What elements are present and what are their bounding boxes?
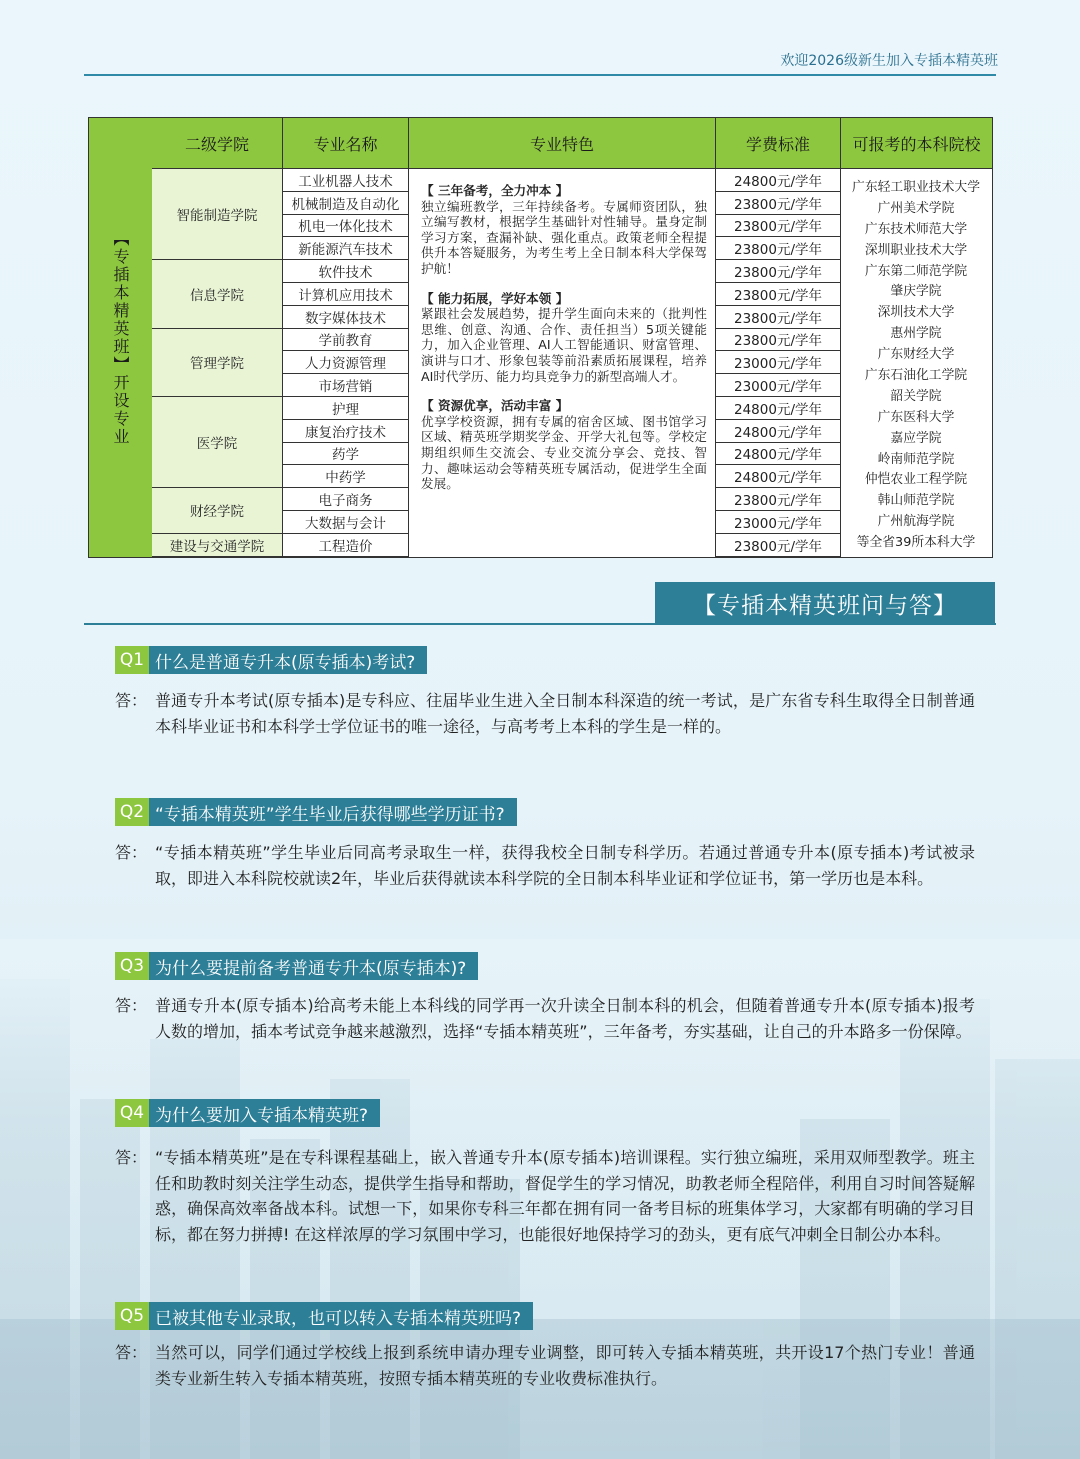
question-heading xyxy=(115,1099,380,1127)
answer-block xyxy=(115,840,975,891)
major-cell: 药学 xyxy=(283,443,409,466)
question-text: 什么是普通专升本(原专插本)考试? xyxy=(155,652,416,673)
university-item: 肇庆学院 xyxy=(890,284,942,300)
question-text: 为什么要加入专插本精英班? xyxy=(155,1105,369,1126)
university-item: 广东石油化工学院 xyxy=(864,368,968,384)
major-cell: 工程造价 xyxy=(283,534,409,557)
feature-title: 【 能力拓展，学好本领 】 xyxy=(421,290,569,306)
college-cell: 医学院 xyxy=(152,397,283,488)
question-text: 为什么要提前备考普通专升本(原专插本)? xyxy=(155,958,467,979)
header-slogan: 欢迎2026级新生加入专插本精英班 xyxy=(780,53,998,69)
header-universities: 可报考的本科院校 xyxy=(841,118,992,169)
major-cell: 中药学 xyxy=(283,465,409,488)
major-cell: 机电一体化技术 xyxy=(283,215,409,238)
major-cell: 软件技术 xyxy=(283,260,409,283)
fee-cell: 24800元/学年 xyxy=(716,465,841,488)
fee-cell: 23000元/学年 xyxy=(716,374,841,397)
fee-cell: 24800元/学年 xyxy=(716,169,841,192)
header-major: 专业名称 xyxy=(283,118,409,169)
feature-title: 【 三年备考，全力冲本 】 xyxy=(421,183,569,198)
question-number: Q4 xyxy=(115,1099,149,1127)
feature-body: 优享学校资源，拥有专属的宿舍区域、图书馆学习区域、精英班学期奖学金、开学大礼包等。学校定期组织师生交流会、专业交流分享会、竞技、智力、趣味运动会等精英班专属活动，促进学生全面发展。 xyxy=(421,413,707,492)
university-item: 广东医科大学 xyxy=(877,409,955,425)
answer-text: “专插本精英班”是在专科课程基础上，嵌入普通专升本(原专插本)培训课程。实行独立编班，采用双师型教学。班主任和助教时刻关注学生动态，提供学生指导和帮助，督促学生的学习情况，助教老师全程陪伴，利用自习时间答疑解惑，确保高效率备战本科。试想一下，如果你专科三年都在拥有同一备考目标的班集体学习，大家都有明确的学习目标，都在努力拼搏! 在这样浓厚的学习氛围中学习，也能很好地保持学习的劲头，更有底气冲刺全日制公办本科。 xyxy=(155,1148,975,1244)
university-item: 惠州学院 xyxy=(890,326,942,342)
college-cell: 智能制造学院 xyxy=(152,169,283,260)
university-item: 广东财经大学 xyxy=(877,347,955,363)
major-cell: 学前教育 xyxy=(283,329,409,352)
college-cell: 建设与交通学院 xyxy=(152,534,283,557)
question-number: Q2 xyxy=(115,798,149,826)
university-item: 广东技术师范大学 xyxy=(864,221,968,237)
qa-divider xyxy=(84,623,996,625)
college-cell: 信息学院 xyxy=(152,260,283,328)
feature-cell xyxy=(409,169,716,557)
fee-cell: 23800元/学年 xyxy=(716,306,841,329)
answer-block xyxy=(115,688,975,739)
university-item: 韶关学院 xyxy=(890,388,942,404)
fee-cell: 23000元/学年 xyxy=(716,511,841,534)
university-item: 岭南师范学院 xyxy=(877,451,955,467)
answer-label: 答： xyxy=(115,1148,148,1167)
fee-cell: 23800元/学年 xyxy=(716,488,841,511)
answer-text: 当然可以，同学们通过学校线上报到系统申请办理专业调整，即可转入专插本精英班，共开设17个热门专业！普通类专业新生转入专插本精英班，按照专插本精英班的专业收费标准执行。 xyxy=(155,1343,975,1388)
question-number: Q5 xyxy=(115,1302,149,1330)
header-divider xyxy=(84,74,996,76)
answer-label: 答： xyxy=(115,996,148,1015)
feature-body: 紧跟社会发展趋势，提升学生面向未来的（批判性思维、创意、沟通、合作、责任担当）5项关键能力，加入企业管理、AI人工智能通识、财富管理、演讲与口才、形象包装等前沿素质拓展课程，培养AI时代学历、能力均具竞争力的新型高端人才。 xyxy=(421,306,707,384)
major-cell: 工业机器人技术 xyxy=(283,169,409,192)
fee-cell: 23800元/学年 xyxy=(716,283,841,306)
question-heading xyxy=(115,798,517,826)
header-fee: 学费标准 xyxy=(716,118,841,169)
university-item: 韩山师范学院 xyxy=(877,493,955,509)
major-cell: 计算机应用技术 xyxy=(283,283,409,306)
major-cell: 人力资源管理 xyxy=(283,351,409,374)
question-heading xyxy=(115,952,478,980)
major-cell: 数字媒体技术 xyxy=(283,306,409,329)
fee-cell: 23000元/学年 xyxy=(716,351,841,374)
question-heading xyxy=(115,1302,533,1330)
table-side-label: 【专插本精英班】开设专业 xyxy=(111,229,130,446)
major-cell: 大数据与会计 xyxy=(283,511,409,534)
fee-cell: 24800元/学年 xyxy=(716,443,841,466)
fee-cell: 23800元/学年 xyxy=(716,237,841,260)
university-item: 深圳技术大学 xyxy=(877,305,955,321)
university-item: 仲恺农业工程学院 xyxy=(864,472,968,488)
university-item: 广东轻工职业技术大学 xyxy=(852,180,980,195)
question-text: 已被其他专业录取，也可以转入专插本精英班吗? xyxy=(155,1308,522,1329)
question-heading xyxy=(115,646,427,674)
major-cell: 电子商务 xyxy=(283,488,409,511)
qa-section-title: 【专插本精英班问与答】 xyxy=(655,582,995,624)
feature-body: 独立编班教学，三年持续备考。专属师资团队，独立编写教材，根据学生基础针对性辅导。量身定制学习方案，查漏补缺、强化重点。政策老师全程提供升本答疑服务，为考生考上全日制本科大学保驾护航！ xyxy=(421,198,707,276)
university-item: 广州美术学院 xyxy=(877,200,955,216)
fee-cell: 23800元/学年 xyxy=(716,534,841,557)
fee-cell: 24800元/学年 xyxy=(716,397,841,420)
table-side-label-cell xyxy=(89,118,153,557)
feature-title: 【 资源优享，活动丰富 】 xyxy=(421,398,569,414)
major-cell: 市场营销 xyxy=(283,374,409,397)
universities-cell xyxy=(841,169,991,557)
university-item: 等全省39所本科大学 xyxy=(856,535,976,551)
majors-table xyxy=(88,117,993,558)
major-cell: 康复治疗技术 xyxy=(283,420,409,443)
college-cell: 财经学院 xyxy=(152,488,283,534)
header-college: 二级学院 xyxy=(152,118,283,169)
university-item: 嘉应学院 xyxy=(890,430,942,446)
answer-block xyxy=(115,993,975,1044)
major-cell: 机械制造及自动化 xyxy=(283,192,409,215)
header-feature: 专业特色 xyxy=(409,118,716,169)
university-item: 广东第二师范学院 xyxy=(864,263,968,279)
question-number: Q1 xyxy=(115,646,149,674)
fee-cell: 24800元/学年 xyxy=(716,420,841,443)
question-number: Q3 xyxy=(115,952,149,980)
answer-label: 答： xyxy=(115,1343,148,1362)
question-text: “专插本精英班”学生毕业后获得哪些学历证书? xyxy=(155,804,505,825)
answer-block xyxy=(115,1145,975,1247)
answer-text: 普通专升本考试(原专插本)是专科应、往届毕业生进入全日制本科深造的统一考试，是广东省专科生取得全日制普通本科毕业证书和本科学士学位证书的唯一途径，与高考考上本科的学生是一样的。 xyxy=(155,691,975,736)
answer-text: 普通专升本(原专插本)给高考未能上本科线的同学再一次升读全日制本科的机会，但随着普通专升本(原专插本)报考人数的增加，插本考试竞争越来越激烈，选择“专插本精英班”，三年备考，夯实基础，让自己的升本路多一份保障。 xyxy=(155,996,975,1041)
university-item: 广州航海学院 xyxy=(877,514,955,530)
answer-text: “专插本精英班”学生毕业后同高考录取生一样，获得我校全日制专科学历。若通过普通专升本(原专插本)考试被录取，即进入本科院校就读2年，毕业后获得就读本科学院的全日制本科毕业证和学位证书，第一学历也是本科。 xyxy=(155,843,975,888)
fee-cell: 23800元/学年 xyxy=(716,260,841,283)
answer-block xyxy=(115,1340,975,1391)
fee-cell: 23800元/学年 xyxy=(716,192,841,215)
major-cell: 护理 xyxy=(283,397,409,420)
college-cell: 管理学院 xyxy=(152,329,283,397)
university-item: 深圳职业技术大学 xyxy=(864,242,968,258)
answer-label: 答： xyxy=(115,843,148,862)
fee-cell: 23800元/学年 xyxy=(716,215,841,238)
answer-label: 答： xyxy=(115,691,148,710)
fee-cell: 23800元/学年 xyxy=(716,329,841,352)
major-cell: 新能源汽车技术 xyxy=(283,237,409,260)
